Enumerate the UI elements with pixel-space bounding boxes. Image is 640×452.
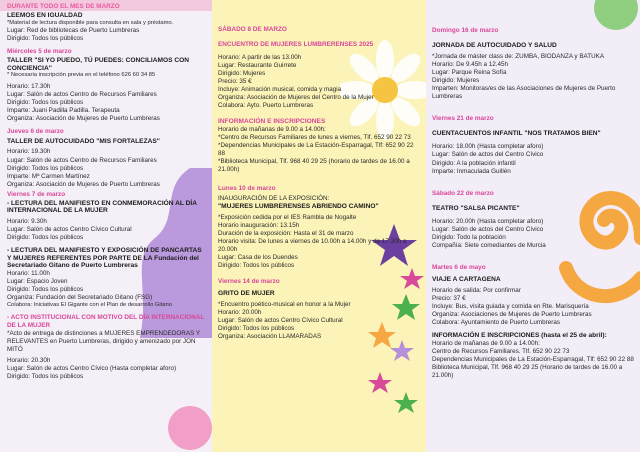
event-title: - LECTURA DEL MANIFIESTO Y EXPOSICIÓN DE PANCARTAS Y MUJERES REFERENTES POR PARTE DE LA Fundación del Secretariado Gitano de Puerto Lumbreras bbox=[7, 246, 202, 270]
event-line: Dirigido: Todos los públicos bbox=[7, 164, 84, 172]
event-line: *Jornada de máster class de: ZUMBA, BIODANZA y BATUKA bbox=[432, 52, 605, 60]
event-leemos bbox=[7, 3, 206, 43]
event-title: LEEMOS EN IGUALDAD bbox=[7, 12, 83, 19]
event-line: Horario de salida: Por confirmar bbox=[432, 286, 521, 294]
event-line: Horario: 20.00h bbox=[218, 308, 262, 316]
event-line: Incluye: Bus, visita guiada y comida en Rte. Marisquería bbox=[432, 303, 589, 311]
event-line: Dirigido: Todos los públicos bbox=[218, 324, 295, 332]
event-line: Colabora: Iniciativas El Gigante con el Plan de desarrollo Gitano bbox=[7, 301, 172, 308]
event-manifiesto-1 bbox=[7, 191, 206, 242]
event-header: Viernes 7 de marzo bbox=[7, 190, 66, 198]
event-line: Dirigido: Todos los públicos bbox=[7, 98, 84, 106]
event-line: Dirigido: A la población infantil bbox=[432, 159, 516, 167]
event-line: Dirigido: Todos los públicos bbox=[7, 372, 84, 380]
event-autocuidado bbox=[432, 27, 634, 101]
event-line: Horario de mañanas de 9.00 a 14.00h: bbox=[432, 339, 540, 347]
event-encuentro-mujeres bbox=[218, 41, 420, 110]
event-acto-institucional bbox=[7, 314, 206, 381]
event-teatro bbox=[432, 190, 634, 251]
event-taller-conciliamos bbox=[7, 48, 206, 123]
event-line: Lugar: Restaurante Guirrete bbox=[218, 62, 297, 70]
event-header: - ACTO INSTITUCIONAL CON MOTIVO DEL DÍA INTERNACIONAL DE LA MUJER bbox=[7, 314, 205, 329]
event-line: *Centro de Recursos Familiares de lunes a viernes, Tlf. 652 90 22 73 bbox=[218, 133, 411, 141]
event-line: Lugar: Casa de los Duendes bbox=[218, 254, 298, 262]
event-line: Horario: 20.30h bbox=[7, 356, 51, 364]
event-line: Horario: 18.00h (Hasta completar aforo) bbox=[432, 143, 544, 151]
event-line: Colabora: Ayuntamiento de Puerto Lumbreras bbox=[432, 319, 560, 327]
event-line: *Material de lectura disponible para consulta en sala y préstamo. bbox=[7, 19, 174, 26]
event-header: Viernes 21 de marzo bbox=[432, 114, 494, 122]
event-header: ENCUENTRO DE MUJERES LUMBRERENSES 2025 bbox=[218, 41, 374, 48]
event-line: Lugar: Salón de actos Centro Cívico Cultural bbox=[218, 316, 343, 324]
event-line: Duración de la exposición: Hasta el 31 de marzo bbox=[218, 229, 354, 237]
event-line: Lugar: Salón de actos del Centro Cívico bbox=[432, 226, 544, 234]
column-2 bbox=[212, 0, 426, 452]
event-line: Dirigido: Todos los públicos bbox=[7, 233, 84, 241]
event-title: INFORMACIÓN E INSCRIPCIONES (hasta el 25 de abril): bbox=[432, 332, 607, 340]
event-info-inscripciones-viaje bbox=[432, 332, 634, 380]
event-line: *Dependencias Municipales de La Estación-Esparragal, Tlf: 652 90 22 88 bbox=[218, 142, 414, 158]
pink-flower-shape bbox=[160, 398, 212, 452]
event-title: TEATRO "SALSA PICANTE" bbox=[432, 204, 520, 212]
event-title: VIAJE A CARTAGENA bbox=[432, 276, 501, 284]
event-line: Dependencias Municipales de La Estación-Esparragal, Tlf: 652 90 22 88 bbox=[432, 355, 634, 363]
event-title: "MUJERES LUMBRERENSES ABRIENDO CAMINO" bbox=[218, 203, 379, 211]
event-line: Imparte: Mª Carmen Martínez bbox=[7, 172, 90, 180]
event-line: INAUGURACIÓN DE LA EXPOSICIÓN: bbox=[218, 195, 330, 203]
event-line: Precio: 35 € bbox=[218, 78, 252, 86]
column-1 bbox=[0, 0, 212, 452]
event-line: Organiza: Asociación de Mujeres de Puerto Lumbreras bbox=[7, 180, 160, 188]
event-line: Dirigido: Mujeres bbox=[432, 76, 480, 84]
event-line: Horario: 20.00h (Hasta completar aforo) bbox=[432, 218, 544, 226]
event-line: Horario: De 9.45h a 12.45h bbox=[432, 60, 508, 68]
event-line: Precio: 37 € bbox=[432, 295, 466, 303]
event-line: Dirigido: Mujeres bbox=[218, 70, 266, 78]
event-line: Imparten: Monitoras/es de las Asociaciones de Mujeres de Puerto Lumbreras bbox=[432, 84, 616, 100]
event-line: Horario: 9.30h bbox=[7, 217, 47, 225]
event-taller-fortalezas bbox=[7, 128, 206, 189]
event-line: *Biblioteca Municipal, Tlf. 968 40 29 25 (horario de tardes de 16.00 a 21.00h) bbox=[218, 158, 410, 174]
event-title: INFORMACIÓN E INSCRIPCIONES bbox=[218, 118, 326, 126]
event-line: Horario: 17.30h bbox=[7, 82, 51, 90]
event-header: Viernes 14 de marzo bbox=[218, 278, 280, 286]
event-line: Horario visita: De lunes a viernes de 10.00h a 14.00h y de 17.30h a 20.00h bbox=[218, 237, 407, 253]
event-line: Lugar: Salón de actos Centro de Recursos Familiares bbox=[7, 156, 157, 164]
event-title: JORNADA DE AUTOCUIDADO Y SALUD bbox=[432, 42, 557, 49]
event-line: Incluye: Animación musical, comida y magia bbox=[218, 86, 342, 94]
event-grito-mujer bbox=[218, 278, 420, 341]
event-line: Organiza: Asociación de Mujeres de Puerto Lumbreras bbox=[7, 114, 160, 122]
event-line: *Exposición cedida por el IES Rambla de Nogalte bbox=[218, 213, 357, 221]
event-line: Lugar: Espacio Joven bbox=[7, 277, 68, 285]
event-manifiesto-2 bbox=[7, 247, 206, 309]
event-header: Miércoles 5 de marzo bbox=[7, 48, 72, 56]
event-line: Organiza: Asociación LLAMARADAS bbox=[218, 332, 322, 340]
event-exposicion bbox=[218, 185, 420, 270]
event-title: TALLER DE AUTOCUIDADO "MIS FORTALEZAS" bbox=[7, 137, 160, 145]
event-line: Centro de Recursos Familiares. Tlf. 652 90 22 73 bbox=[432, 347, 570, 355]
event-header: Domingo 16 de marzo bbox=[432, 27, 499, 34]
event-line: Compañía: Siete comediantes de Murcia bbox=[432, 242, 546, 250]
event-line: Horario: A partir de las 13.00h bbox=[218, 54, 302, 61]
event-line: Dirigido: Todos los públicos bbox=[7, 35, 84, 43]
event-line: Horario de mañanas de 9.00 a 14.00h: bbox=[218, 125, 326, 133]
event-header: DURANTE TODO EL MES DE MARZO bbox=[7, 3, 120, 10]
column-2-content bbox=[212, 0, 426, 341]
event-title: TALLER "SI YO PUEDO, TÚ PUEDES: CONCILIAMOS CON CONCIENCIA" bbox=[7, 57, 190, 72]
event-viaje bbox=[432, 264, 634, 327]
event-header: Jueves 6 de marzo bbox=[7, 127, 64, 135]
event-line: *Encuentro poético-musical en honor a la Mujer bbox=[218, 300, 351, 308]
event-line: Lugar: Parque Reina Sofía bbox=[432, 68, 507, 76]
event-line: Dirigido: Todo la población bbox=[432, 234, 506, 242]
event-info-inscripciones bbox=[218, 118, 420, 174]
event-line: Lugar: Salón de actos Centro Cívico Cultural bbox=[7, 225, 132, 233]
event-line: Horario inauguración: 13.15h bbox=[218, 221, 300, 229]
event-line: *Acto de entrega de distinciones a MUJERES EMPRENDEDORAS Y RELEVANTES en Puerto Lumbreras, dirigido y amenizado por JON MITÓ bbox=[7, 329, 200, 353]
event-line: Imparte: Inmaculada Guillén bbox=[432, 167, 511, 175]
event-line: Organiza: Asociaciones de Mujeres de Puerto Lumbreras bbox=[432, 311, 592, 319]
column-3 bbox=[426, 0, 640, 452]
event-line: Lugar: Salón de actos del Centro Cívico bbox=[432, 151, 544, 159]
event-line: * Necesaria inscripción previa en el teléfono 626 60 34 85 bbox=[7, 72, 156, 79]
event-title: CUENTACUENTOS INFANTIL "NOS TRATAMOS BIEN" bbox=[432, 129, 601, 137]
column-1-content bbox=[0, 3, 212, 381]
event-title: GRITO DE MUJER bbox=[218, 290, 275, 298]
event-line: Lugar: Red de bibliotecas de Puerto Lumbreras bbox=[7, 26, 140, 34]
event-line: Organiza: Asociación de Mujeres del Centro de la Mujer bbox=[218, 94, 374, 102]
event-title: - LECTURA DEL MANIFIESTO EN CONMEMORACIÓN AL DÍA INTERNACIONAL DE LA MUJER bbox=[7, 199, 197, 215]
event-header: Lunes 10 de marzo bbox=[218, 185, 276, 193]
event-line: Lugar: Salón de actos Centro Cívico (Hasta completar aforo) bbox=[7, 364, 177, 372]
event-line: Lugar: Salón de actos Centro de Recursos Familiares bbox=[7, 90, 157, 98]
event-line: Dirigido: Todos los públicos bbox=[218, 262, 295, 270]
column-3-content bbox=[426, 27, 640, 380]
event-line: Biblioteca Municipal, Tlf. 968 40 29 25 (Horario de tardes de 16.00 a 21.00h) bbox=[432, 363, 623, 379]
event-line: Dirigido: Todos los públicos bbox=[7, 285, 84, 293]
event-line: Colabora: Ayto. Puerto Lumbreras bbox=[218, 102, 314, 110]
event-line: Horario: 19.30h bbox=[7, 148, 51, 156]
event-line: Imparte: Juani Padilla Padilla. Terapeuta bbox=[7, 106, 120, 114]
event-line: Organiza: Fundación del Secretariado Gitano (FSG) bbox=[7, 293, 153, 301]
event-header: Sábado 22 de marzo bbox=[432, 189, 494, 197]
event-line: Horario: 11.00h bbox=[7, 269, 50, 277]
event-header: SÁBADO 8 DE MARZO bbox=[218, 26, 287, 33]
event-cuentacuentos bbox=[432, 115, 634, 176]
event-header: Martes 6 de mayo bbox=[432, 264, 486, 272]
